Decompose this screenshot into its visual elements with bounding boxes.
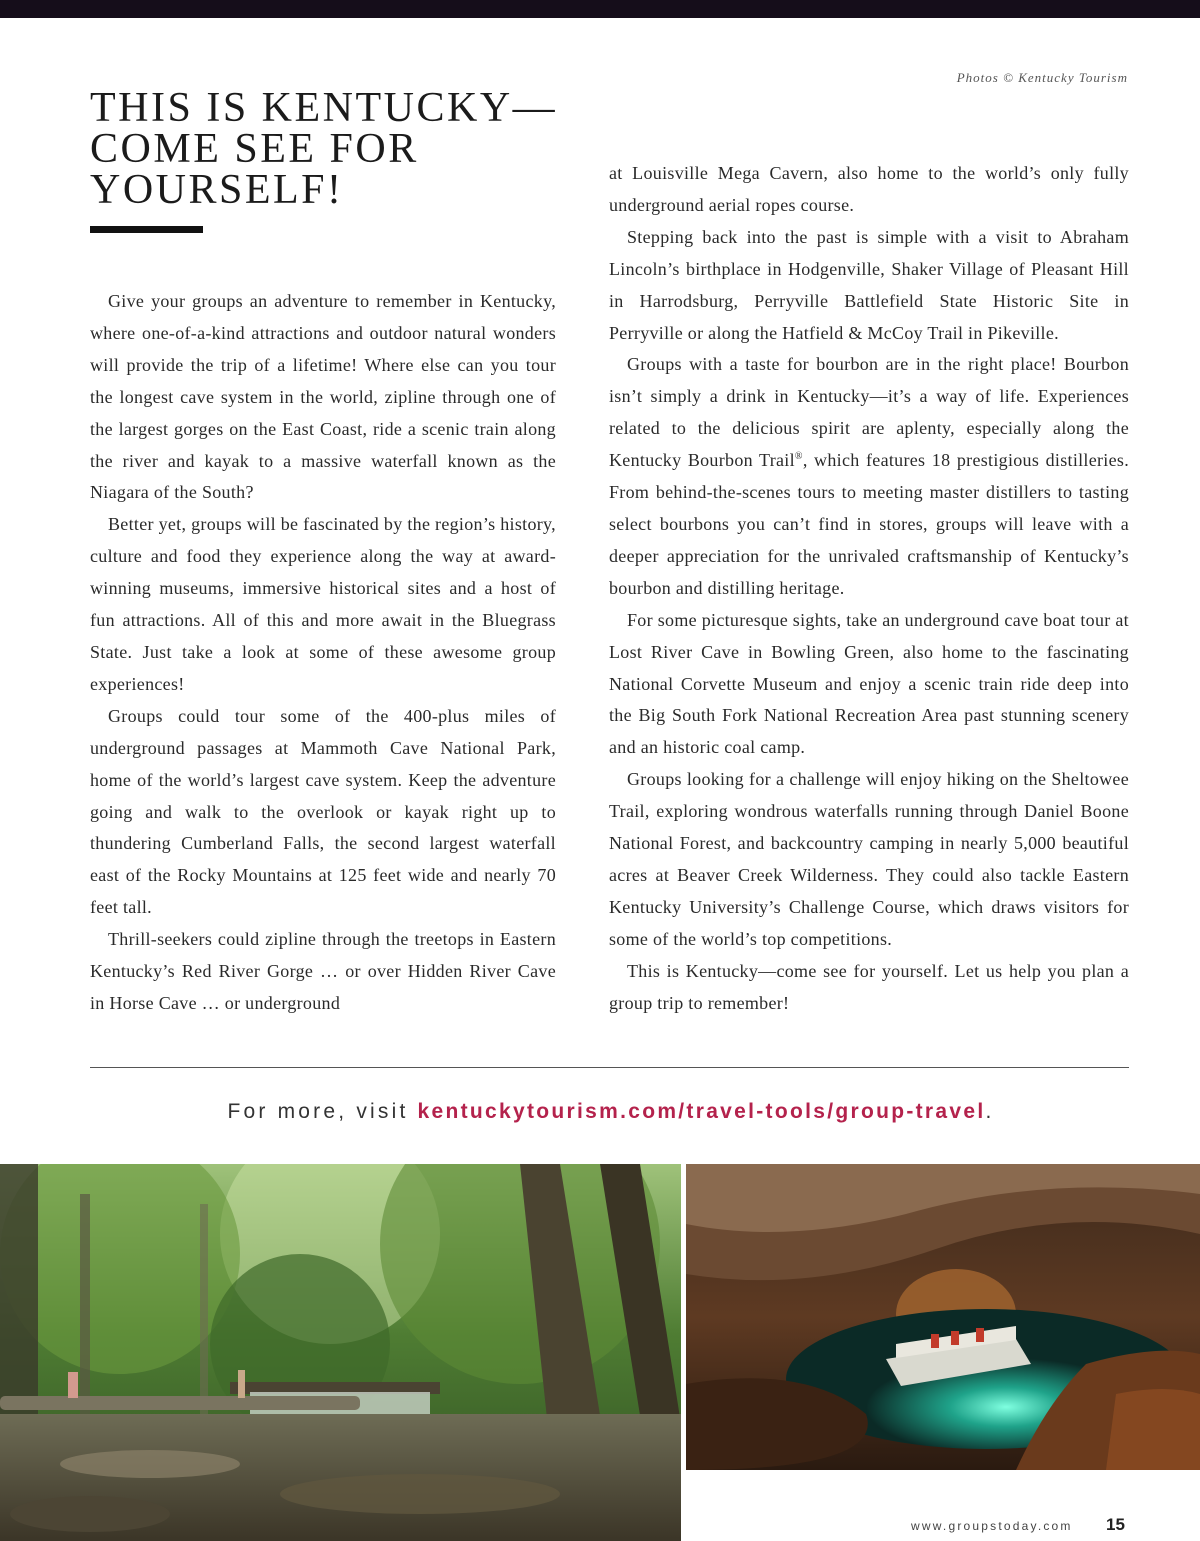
forest-waterfall-photo xyxy=(0,1164,681,1541)
paragraph-past: Stepping back into the past is simple with a visit to Abraham Lincoln’s birthplace in Hodgenville, Shaker Village of Pleasant Hill in Harrodsburg, Perryville Battlefield State Historic Site in Perryville or along the Hatfield & McCoy Trail in Pikeville. xyxy=(609,226,1129,343)
paragraph-sights: For some picturesque sights, take an underground cave boat tour at Lost River Cave in Bowling Green, also home to the fascinating National Corvette Museum and enjoy a scenic train ride deep into the Big South Fork National Recreation Area past stunning scenery and an historic coal camp. xyxy=(609,609,1129,758)
paragraph-continuation: at Louisville Mega Cavern, also home to the world’s only fully underground aerial ropes course. xyxy=(609,163,1129,215)
cave-boat-photo xyxy=(686,1164,1200,1470)
visit-prefix: For more, visit xyxy=(227,1100,418,1123)
paragraph-closing: This is Kentucky—come see for yourself. Let us help you plan a group trip to remember! xyxy=(609,960,1129,1013)
article-title xyxy=(90,85,570,213)
footer-url: www.groupstoday.com xyxy=(911,1519,1073,1533)
visit-suffix: . xyxy=(985,1100,995,1123)
title-underline xyxy=(90,226,203,233)
title-line-2: COME SEE FOR xyxy=(90,126,419,172)
bourbon-text-start: Groups with a taste for bourbon are in the right place! Bourbon isn’t simply a drink in Kentucky—it’s a way of life. Experiences related to the delicious spirit are aplenty, especially along the Kentucky Bourbon Trail xyxy=(609,354,1129,471)
right-column xyxy=(609,158,1129,1019)
registered-mark: ® xyxy=(794,451,803,463)
paragraph-intro: Give your groups an adventure to remember in Kentucky, where one-of-a-kind attractions and outdoor natural wonders will provide the trip of a lifetime! Where else can you tour the longest cave system in the world, zipline through one of the largest gorges on the East Coast, ride a scenic train along the river and kayak to a massive waterfall known as the Niagara of the South? xyxy=(90,291,556,503)
photo-credit: Photos © Kentucky Tourism xyxy=(956,70,1128,85)
paragraph-challenge: Groups looking for a challenge will enjoy hiking on the Sheltowee Trail, exploring wondrous waterfalls running through Daniel Boone National Forest, and backcountry camping in nearly 5,000 beautiful acres at Beaver Creek Wilderness. They could also tackle Eastern Kentucky University’s Challenge Course, which draws visitors for some of the world’s top competitions. xyxy=(609,769,1129,949)
top-bar xyxy=(0,0,1200,18)
paragraph-bourbon xyxy=(609,349,1129,604)
left-column xyxy=(90,286,556,1020)
divider-rule xyxy=(90,1067,1129,1068)
visit-line xyxy=(0,1100,1200,1124)
title-line-1: THIS IS KENTUCKY— xyxy=(90,85,558,131)
page-number: 15 xyxy=(1106,1515,1125,1534)
bourbon-text-end: , which features 18 prestigious distilleries. From behind-the-scenes tours to meeting master distillers to tasting select bourbons you can’t find in stores, groups will leave with a deeper appreciation for the unrivaled craftsmanship of Kentucky’s bourbon and distilling heritage. xyxy=(609,450,1129,598)
paragraph-thrill: Thrill-seekers could zipline through the treetops in Eastern Kentucky’s Red River Gorge … or over Hidden River Cave in Horse Cave … or underground xyxy=(90,929,556,1013)
paragraph-caves: Groups could tour some of the 400-plus miles of underground passages at Mammoth Cave National Park, home of the world’s largest cave system. Keep the adventure going and walk to the overlook or kayak right up to thundering Cumberland Falls, the second largest waterfall east of the Rocky Mountains at 125 feet wide and nearly 70 feet tall. xyxy=(90,705,556,918)
website-link[interactable]: kentuckytourism.com/travel-tools/group-travel xyxy=(417,1100,986,1123)
paragraph-history: Better yet, groups will be fascinated by the region’s history, culture and food they experience along the way at award-winning museums, immersive historical sites and a host of fun attractions. All of this and more await in the Bluegrass State. Just take a look at some of these awesome group experiences! xyxy=(90,514,556,694)
title-line-3: YOURSELF! xyxy=(90,167,344,213)
